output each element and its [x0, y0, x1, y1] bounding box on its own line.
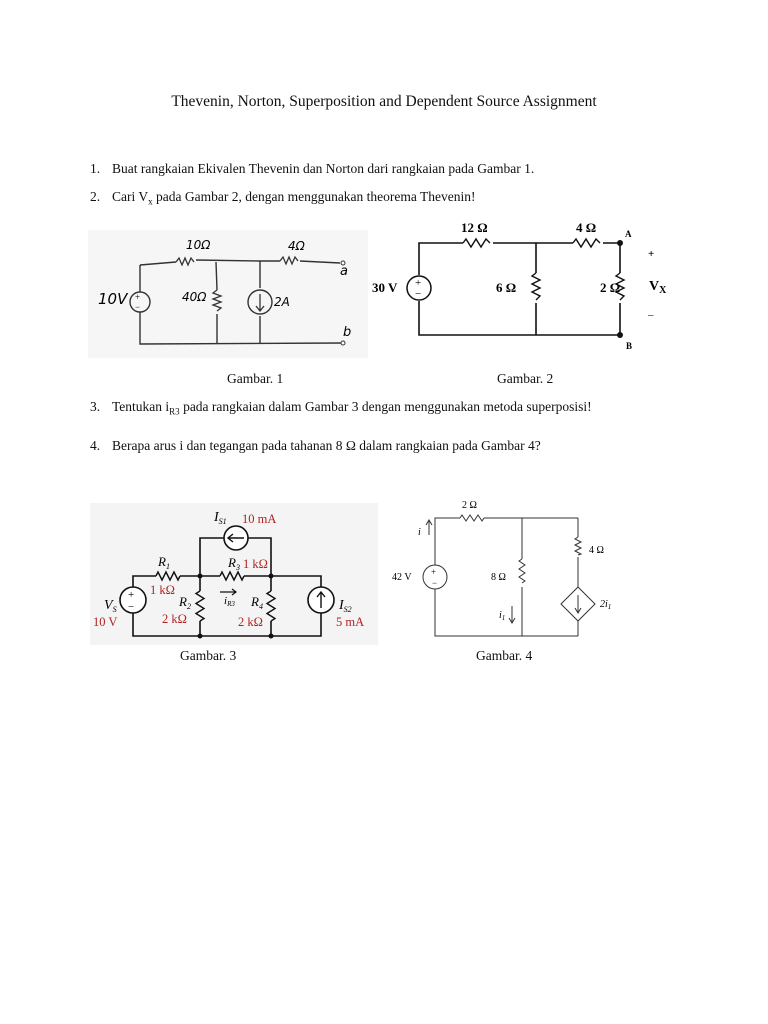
figure-2-node-b: [617, 332, 623, 338]
figure-2-vx-label: $V_X$: [649, 279, 667, 296]
figure-3-vs-value: 10 V: [93, 615, 118, 629]
figure-2-resistor-6: [532, 273, 540, 300]
figure-2-r3-label: 6 Ω: [496, 280, 517, 295]
question-4: 4. Berapa arus i dan tegangan pada tahanan 8 Ω dalam rangkaian pada Gambar 4?: [90, 438, 541, 453]
figure-1-r2-label: 4Ω: [288, 239, 305, 253]
figure-2-src-minus: −: [415, 288, 422, 300]
figure-2-voltage-label: 30 V: [372, 280, 398, 295]
figure-3-is1-label: $I_{S1}$: [214, 510, 227, 526]
figure-3-is2-label: $I_{S2}$: [339, 598, 352, 614]
figure-3-r2-label: $R_2$: [179, 594, 191, 611]
figure-1-background: [88, 230, 368, 358]
figure-3-vs-plus: +: [128, 589, 135, 601]
figure-2-r2-label: 4 Ω: [576, 220, 597, 235]
figure-4-resistor-8: [519, 559, 525, 583]
figure-1-b-label: b: [343, 325, 352, 340]
figure-4-r3-label: 8 Ω: [491, 572, 506, 583]
question-2: 2. Cari $V_x$ pada Gambar 2, dengan menggunakan theorema Thevenin!: [90, 189, 476, 207]
figure-1-terminal-b: [341, 341, 345, 345]
figure-4-voltage-label: 42 V: [392, 572, 412, 583]
figure-2-b-label: B: [626, 341, 633, 351]
figure-2-node-a: [617, 240, 623, 246]
figure-4-src-minus: −: [432, 578, 438, 588]
figure-3-circuit: [90, 503, 378, 645]
figure-1-a-label: a: [340, 264, 348, 279]
figure-4-circuit: [388, 495, 628, 645]
figure-2-r1-label: 12 Ω: [461, 220, 488, 235]
figure-3-vs-minus: −: [128, 601, 135, 613]
figure-2-src-plus: +: [415, 277, 422, 289]
figure-1-current-label: 2A: [274, 295, 290, 309]
figure-3-r4-value: 2 kΩ: [238, 615, 263, 629]
figure-1-plus: +: [135, 292, 141, 302]
figure-1-r1-label: 10Ω: [186, 238, 211, 252]
figure-1-minus: −: [135, 302, 141, 312]
figure-4-r2-label: 4 Ω: [589, 545, 604, 556]
figure-3-r1-label: $R_1$: [158, 554, 170, 571]
figure-2-circuit: [368, 215, 678, 360]
figure-3-ir3-label: iR3: [224, 595, 235, 608]
figure-2-vx-minus: –: [648, 309, 654, 321]
caption-gambar-1: Gambar. 1: [227, 371, 284, 386]
figure-3-is2-value: 5 mA: [336, 615, 365, 629]
figure-2-wires: [419, 243, 620, 335]
figure-4-resistor-2: [460, 515, 484, 521]
figure-1-voltage-label: 10V: [98, 290, 128, 308]
figure-3-r3-label: $R_3$: [228, 555, 240, 572]
caption-gambar-3: Gambar. 3: [180, 648, 237, 663]
figure-4-dep-label: $2i_1$: [600, 599, 612, 611]
figure-4-src-plus: +: [431, 567, 437, 577]
caption-gambar-4: Gambar. 4: [476, 648, 533, 663]
page-title: Thevenin, Norton, Superposition and Dependent Source Assignment: [171, 93, 597, 110]
figure-3-r4-label: $R_4$: [251, 594, 263, 611]
figure-3-r3-value: 1 kΩ: [243, 557, 268, 571]
figure-1-r3-label: 40Ω: [182, 290, 207, 304]
figure-4-resistor-4: [575, 537, 581, 555]
figure-3-r1-value: 1 kΩ: [150, 583, 175, 597]
figure-3-r2-value: 2 kΩ: [162, 612, 187, 626]
figure-2-a-label: A: [625, 229, 632, 239]
figure-4-i1-label: $i_1$: [499, 610, 506, 622]
figure-4-r1-label: 2 Ω: [462, 500, 477, 511]
question-1: 1. Buat rangkaian Ekivalen Thevenin dan Norton dari rangkaian pada Gambar 1.: [90, 161, 535, 176]
figure-4-i1-arrow-icon: [509, 606, 515, 623]
figure-2-vx-plus: +: [648, 248, 655, 260]
figure-2-resistor-12: [463, 239, 490, 247]
figure-2-resistor-4: [573, 239, 600, 247]
figure-1-circuit: [88, 230, 368, 360]
caption-gambar-2: Gambar. 2: [497, 371, 554, 386]
question-3: 3. Tentukan $i_{R3}$ pada rangkaian dalam Gambar 3 dengan menggunakan metoda superposisi!: [90, 399, 592, 417]
figure-4-i-label: i: [418, 527, 421, 538]
figure-4-i-arrow-icon: [426, 520, 432, 535]
figure-3-vs-label: $V_S$: [104, 598, 117, 614]
figure-2-r4-label: 2 Ω: [600, 280, 621, 295]
figure-3-is1-value: 10 mA: [242, 512, 277, 526]
figure-4-wires: [435, 518, 578, 636]
